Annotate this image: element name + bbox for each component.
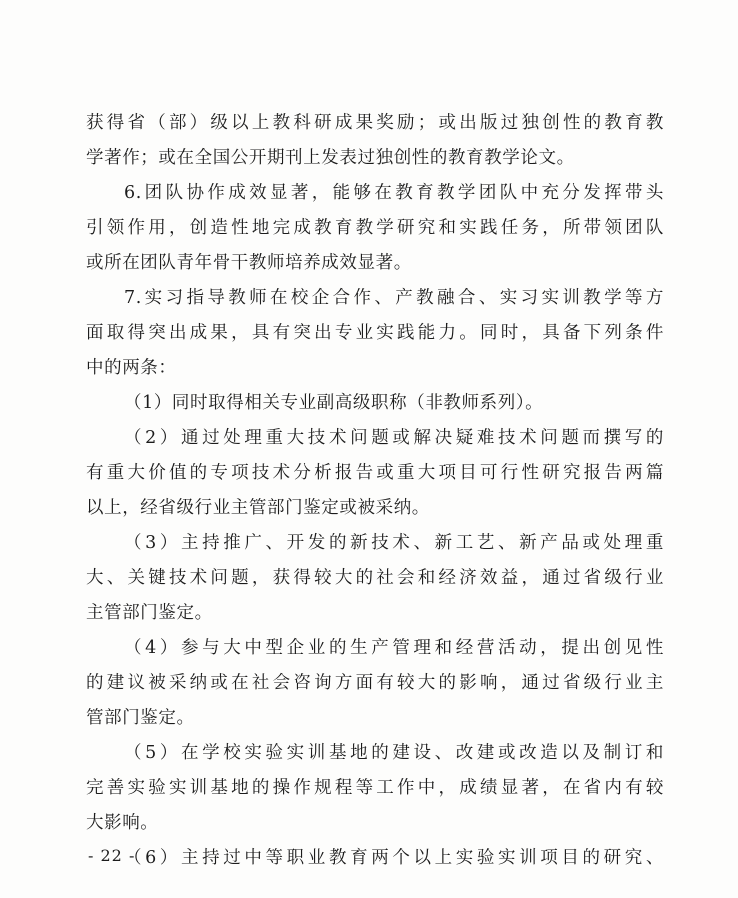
text-line: 的建议被采纳或在社会咨询方面有较大的影响，通过省级行业主: [86, 673, 664, 693]
text-line: 7.实习指导教师在校企合作、产教融合、实习实训教学等方: [124, 288, 664, 308]
text-line: 引领作用，创造性地完成教育教学研究和实践任务，所带领团队: [86, 218, 664, 238]
text-line: 或所在团队青年骨干教师培养成效显著。: [86, 253, 412, 273]
text-line: 大影响。: [86, 813, 159, 833]
text-line: （2）通过处理重大技术问题或解决疑难技术问题而撰写的: [124, 428, 664, 448]
text-line: （1）同时取得相关专业副高级职称（非教师系列）。: [124, 393, 544, 413]
text-line: （6）主持过中等职业教育两个以上实验实训项目的研究、: [124, 848, 664, 868]
text-line: 获得省（部）级以上教科研成果奖励；或出版过独创性的教育教: [86, 113, 664, 133]
text-line: 6.团队协作成效显著，能够在教育教学团队中充分发挥带头: [124, 183, 664, 203]
text-line: 管部门鉴定。: [86, 708, 195, 728]
text-line: 中的两条：: [86, 358, 177, 378]
text-line: 完善实验实训基地的操作规程等工作中，成绩显著，在省内有较: [86, 778, 664, 798]
text-line: 以上，经省级行业主管部门鉴定或被采纳。: [86, 498, 430, 518]
text-line: （4）参与大中型企业的生产管理和经营活动，提出创见性: [124, 638, 664, 658]
text-line: （3）主持推广、开发的新技术、新工艺、新产品或处理重: [124, 533, 664, 553]
text-line: （5）在学校实验实训基地的建设、改建或改造以及制订和: [124, 743, 664, 763]
page-number: - 22 -: [88, 846, 136, 865]
text-line: 有重大价值的专项技术分析报告或重大项目可行性研究报告两篇: [86, 463, 664, 483]
text-line: 学著作；或在全国公开期刊上发表过独创性的教育教学论文。: [86, 148, 575, 168]
text-line: 主管部门鉴定。: [86, 603, 213, 623]
text-line: 大、关键技术问题，获得较大的社会和经济效益，通过省级行业: [86, 568, 664, 588]
text-line: 面取得突出成果，具有突出专业实践能力。同时，具备下列条件: [86, 323, 664, 343]
